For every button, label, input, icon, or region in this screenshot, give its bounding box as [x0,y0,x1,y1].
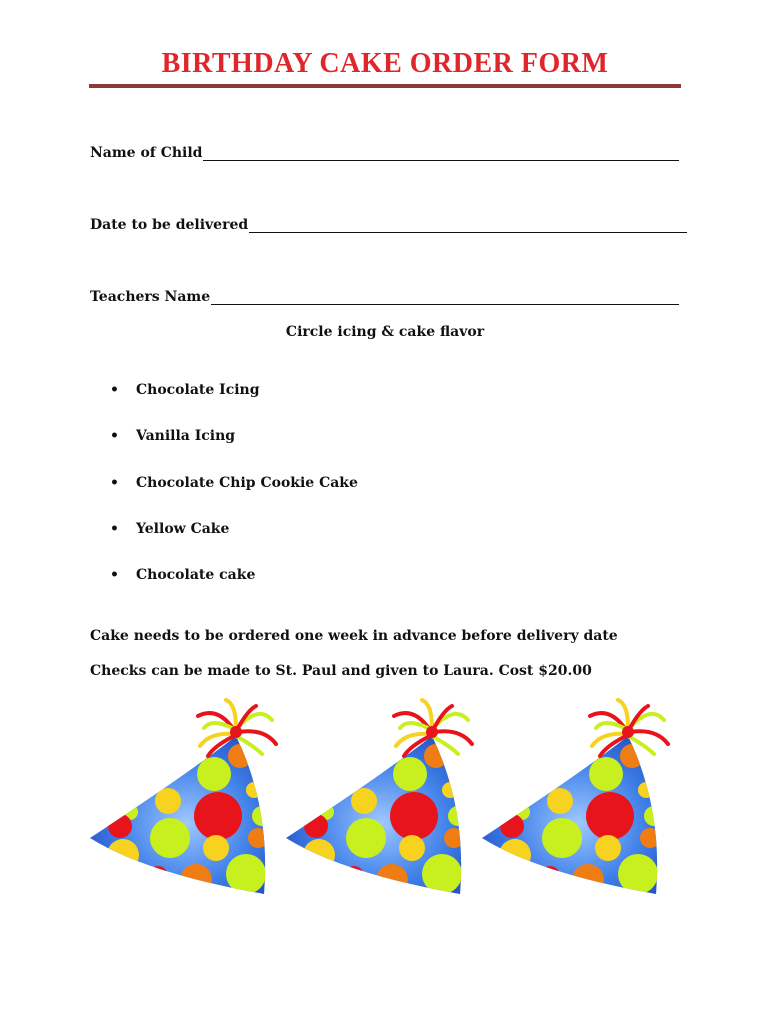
child-name-label: Name of Child [90,145,203,161]
flavor-list [110,382,358,613]
delivery-date-field [90,217,687,233]
payment-note: Checks can be made to St. Paul and given to Laura. Cost $20.00 [90,663,592,679]
title-divider [89,84,681,88]
flavor-instruction: Circle icing & cake flavor [285,324,485,340]
child-name-blank[interactable] [203,146,679,161]
bullet-icon: • [110,428,119,445]
party-hat-icon [86,698,286,898]
flavor-label: Chocolate Chip Cookie Cake [136,474,358,491]
teacher-name-label: Teachers Name [90,289,211,305]
list-item[interactable] [110,567,358,613]
form-title: BIRTHDAY CAKE ORDER FORM [161,48,609,79]
bullet-icon: • [110,382,119,398]
list-item[interactable] [110,382,358,428]
bullet-icon: • [110,567,119,584]
delivery-date-label: Date to be delivered [90,217,249,233]
list-item[interactable] [110,428,358,474]
bullet-icon: • [110,474,119,491]
teacher-name-blank[interactable] [211,290,679,305]
delivery-date-blank[interactable] [249,218,687,233]
flavor-label: Yellow Cake [136,520,230,537]
bullet-icon: • [110,520,119,537]
party-hat-row [86,698,686,898]
flavor-label: Chocolate cake [136,567,256,584]
party-hat-icon [282,698,482,898]
list-item[interactable] [110,521,358,567]
advance-notice: Cake needs to be ordered one week in advance before delivery date [90,628,618,644]
flavor-label: Chocolate Icing [136,382,260,398]
teacher-name-field [90,289,679,305]
party-hat-icon [478,698,678,898]
list-item[interactable] [110,475,358,521]
flavor-label: Vanilla Icing [136,428,236,445]
child-name-field [90,145,679,161]
